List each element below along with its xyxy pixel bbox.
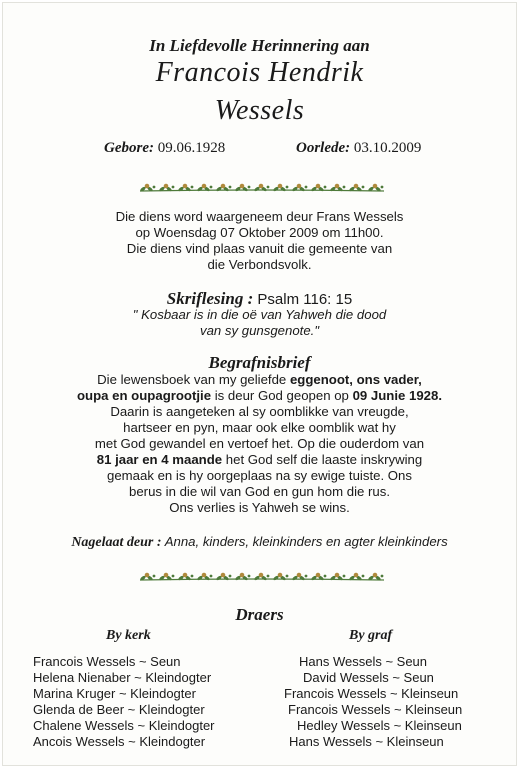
list-item: Chalene Wessels ~ Kleindogter [33, 718, 215, 733]
death-date-value: 03.10.2009 [353, 140, 422, 156]
flower-motif [235, 184, 251, 192]
heading: In Liefdevolle Herinnering aan [149, 36, 370, 55]
death-date [296, 140, 421, 157]
vine-stem [140, 579, 384, 580]
verse-line: van sy gunsgenote." [199, 323, 320, 338]
flower-motif [254, 184, 270, 192]
obit-emphasis: eggenoot, ons vader, [289, 372, 422, 387]
flower-motif [216, 573, 232, 581]
death-label: Oorlede: [296, 140, 351, 156]
church-bearers-heading: By kerk [106, 628, 151, 643]
flower-motif [235, 573, 251, 581]
list-item: Glenda de Beer ~ Kleindogter [33, 702, 205, 717]
list-item: David Wessels ~ Seun [303, 670, 434, 685]
flower-motif [216, 184, 232, 192]
obit-line: Ons verlies is Yahweh se wins. [169, 500, 350, 515]
obit-line: berus in die wil van God en gun hom die rus. [129, 484, 390, 499]
obituary-title: Begrafnisbrief [208, 353, 311, 372]
survived-by-label: Nagelaat deur : [71, 535, 162, 550]
obit-line: met God gewandel en vertoef het. Op die ouderdom van [94, 436, 425, 451]
obit-text: is deur God geopen op [211, 388, 353, 403]
verse-line: " Kosbaar is in die oë van Yahweh die dood [132, 307, 387, 322]
list-item: Francois Wessels ~ Seun [33, 654, 181, 669]
service-line: op Woensdag 07 Oktober 2009 om 11h00. [135, 225, 384, 240]
flower-motif [273, 184, 289, 192]
obit-line: hartseer en pyn, maar ook elke oomblik wat hy [123, 420, 396, 435]
list-item: Hedley Wessels ~ Kleinseun [297, 718, 462, 733]
bearers-title: Draers [235, 605, 284, 624]
deceased-name-line1: Francois Hendrik [155, 57, 364, 88]
obit-text: het God self die laaste inskrywing [222, 452, 423, 467]
flower-motif [292, 184, 308, 192]
floral-divider-top [138, 182, 386, 194]
list-item: Francois Wessels ~ Kleinseun [288, 702, 463, 717]
birth-date [104, 140, 225, 157]
obit-emphasis: 09 Junie 1928. [352, 388, 443, 403]
list-item: Ancois Wessels ~ Kleindogter [33, 734, 206, 749]
list-item: Francois Wessels ~ Kleinseun [284, 686, 459, 701]
obit-line: Daarin is aangeteken al sy oomblikke van vreugde, [110, 404, 409, 419]
scripture-label: Skriflesing : [166, 289, 254, 308]
service-line: die Verbondsvolk. [207, 257, 312, 272]
floral-divider-bottom [138, 571, 386, 583]
obit-text: Die lewensboek van my geliefde [97, 372, 290, 387]
deceased-name-line2: Wessels [214, 95, 305, 126]
birth-label: Gebore: [104, 140, 154, 156]
flower-motif [292, 573, 308, 581]
list-item: Helena Nienaber ~ Kleindogter [33, 670, 212, 685]
memorial-card [2, 2, 517, 766]
service-details [3, 209, 516, 273]
scripture-verse [3, 307, 516, 339]
obit-line: gemaak en is hy oorgeplaas na sy ewige tuiste. Ons [107, 468, 412, 483]
flower-motif [254, 573, 270, 581]
flower-motif [273, 573, 289, 581]
survived-by-text: Anna, kinders, kleinkinders en agter kleinkinders [161, 534, 448, 549]
service-line: Die diens vind plaas vanuit die gemeente van [126, 241, 393, 256]
vine-stem [140, 190, 384, 191]
obit-emphasis: oupa en oupagrootjie [76, 388, 212, 403]
survived-by [3, 534, 516, 551]
obit-emphasis: 81 jaar en 4 maande [96, 452, 223, 467]
scripture-reference: Psalm 116: 15 [257, 291, 353, 308]
obituary-text [3, 372, 516, 516]
scripture-heading [3, 289, 516, 309]
grave-bearers-list [3, 654, 516, 750]
list-item: Hans Wessels ~ Kleinseun [289, 734, 444, 749]
list-item: Marina Kruger ~ Kleindogter [33, 686, 196, 701]
grave-bearers-heading: By graf [349, 628, 393, 643]
service-line: Die diens word waargeneem deur Frans Wessels [115, 209, 404, 224]
birth-date-value: 09.06.1928 [157, 140, 226, 156]
list-item: Hans Wessels ~ Seun [299, 654, 428, 669]
